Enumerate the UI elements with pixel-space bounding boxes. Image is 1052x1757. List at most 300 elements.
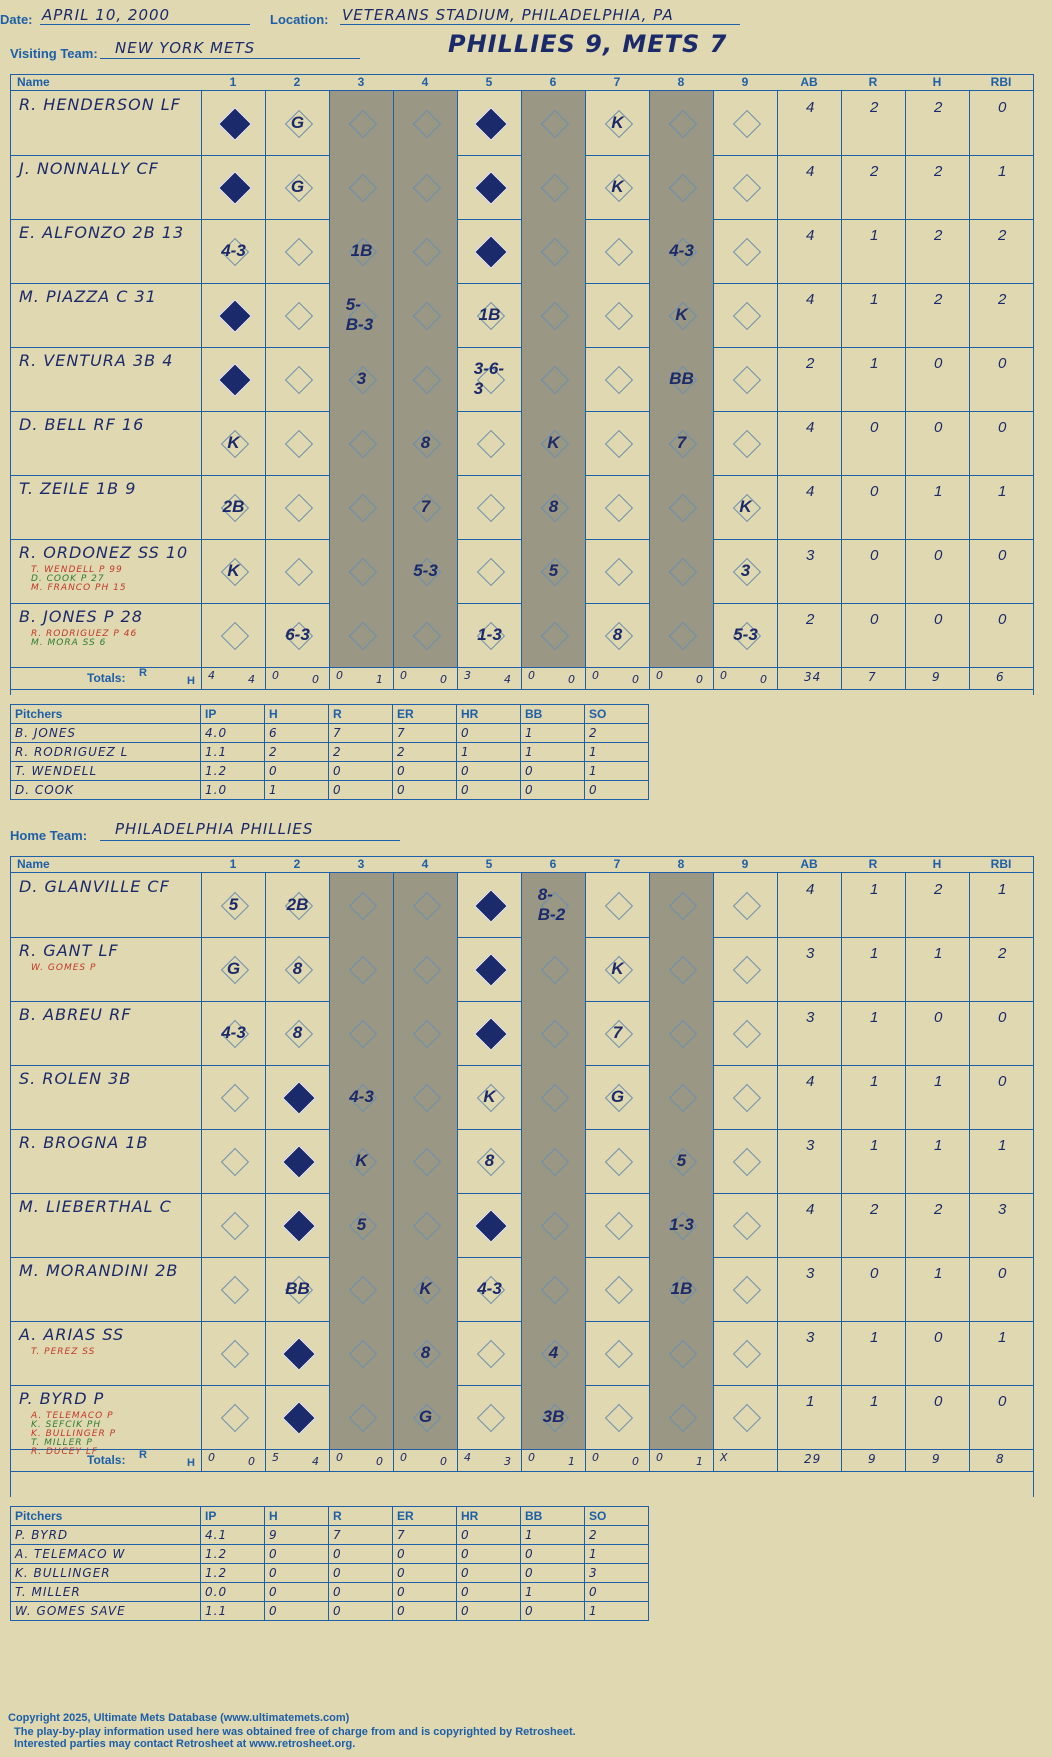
visitor-substitute-name: D. COOK P 27 [31,574,105,584]
visitor-basepath-diamond [732,110,760,138]
visitor-basepath-diamond [412,622,440,650]
visitor-pitchers-header-cell: SO [585,705,649,724]
home-play-result: 5 [356,1215,367,1234]
visitor-scorecard [10,74,1034,695]
home-pitcher-cell: 0.0 [201,1583,265,1602]
visitor-pitcher-cell: 0 [393,762,457,781]
visitor-pitcher-cell: 6 [265,724,329,743]
visitor-pitchers-header-cell: IP [201,705,265,724]
home-play-result: K [355,1151,368,1170]
visitor-at-bat-cell [521,475,585,539]
home-basepath-diamond [540,956,568,984]
home-basepath-diamond [476,1340,504,1368]
visitor-pitcher-cell: 0 [265,762,329,781]
home-at-bat-cell [649,937,713,1001]
visitor-pitchers-header-cell: BB [521,705,585,724]
home-basepath-diamond [220,1404,248,1432]
home-at-bat-cell [713,1385,777,1449]
visitor-stat-value: 2 [934,99,943,116]
visitor-at-bat-cell [649,91,713,155]
visitor-at-bat-cell [649,219,713,283]
visitor-at-bat-cell [713,283,777,347]
home-at-bat-cell [265,1001,329,1065]
home-stat-total-value: 9 [932,1452,941,1466]
visitor-inning-hits: 4 [248,673,256,686]
visitor-at-bat-cell [649,539,713,603]
visitor-inning-hits: 0 [632,673,640,686]
home-label: Home Team: [10,828,88,843]
home-stat-cell [841,1193,905,1257]
visitor-basepath-diamond [412,366,440,394]
home-stat-cell [905,1065,969,1129]
home-pitcher-cell: 0 [265,1564,329,1583]
visitor-batter-name: J. NONNALLY CF [19,159,159,178]
home-stat-cell [841,1129,905,1193]
visitor-stat-value: 1 [998,163,1007,180]
home-inning-runs: 0 [592,1451,600,1464]
home-pitcher-cell: 0 [457,1583,521,1602]
visitor-inning-header: 2 [293,75,301,89]
visitor-stat-value: 4 [806,99,815,116]
visitor-inning-total [457,667,521,689]
home-pitchers-header-cell: ER [393,1507,457,1526]
home-pitcher-cell: 0 [457,1602,521,1621]
home-stat-total [905,1449,969,1471]
visitor-at-bat-cell [649,603,713,667]
home-at-bat-cell [521,1321,585,1385]
home-inning-runs: 0 [656,1451,664,1464]
visitor-inning-hits: 0 [760,673,768,686]
home-at-bat-cell [521,1065,585,1129]
visitor-stat-value: 0 [870,419,879,436]
home-pitcher-cell: 0 [521,1602,585,1621]
visitor-stat-total-value: 34 [804,670,822,684]
visitor-pitcher-cell: 0 [329,781,393,800]
home-inning-runs: 4 [464,1451,472,1464]
home-at-bat-cell [393,1001,457,1065]
visitor-at-bat-cell [393,219,457,283]
visitor-at-bat-cell [713,411,777,475]
visitor-at-bat-cell [457,411,521,475]
visitor-stat-cell [969,475,1033,539]
visitor-stat-value: 2 [870,99,879,116]
visitor-pitcher-cell: 0 [521,762,585,781]
visitor-inning-header: 3 [357,75,365,89]
home-at-bat-cell [713,1001,777,1065]
home-pitcher-cell: 1 [521,1526,585,1545]
visitor-play-result: K [547,433,560,452]
visitor-basepath-diamond [540,110,568,138]
home-at-bat-cell [521,1129,585,1193]
home-at-bat-cell [393,1257,457,1321]
visitor-basepath-diamond [284,558,312,586]
visitor-stat-value: 0 [870,483,879,500]
visitor-inning-hits: 4 [504,673,512,686]
visitor-stat-value: 1 [870,291,879,308]
visitor-play-result: 8 [612,625,623,644]
home-at-bat-cell [649,1257,713,1321]
visitor-stat-value: 0 [998,611,1007,628]
visitor-stat-cell [905,347,969,411]
home-play-result: 2B [286,895,309,914]
home-stat-cell [969,1321,1033,1385]
home-play-result: 5 [676,1151,687,1170]
home-batter-name: S. ROLEN 3B [19,1069,132,1088]
home-play-result: 8-B-2 [537,885,566,924]
visitor-stat-value: 0 [998,355,1007,372]
home-pitcher-cell: 1 [585,1602,649,1621]
visitor-pitchers-header-cell: HR [457,705,521,724]
visitor-basepath-diamond [604,430,632,458]
visitor-pitcher-cell: 1.1 [201,743,265,762]
visitor-batter-row [11,283,1033,348]
home-stat-cell [841,1257,905,1321]
home-inning-hits: 0 [632,1455,640,1468]
visitor-pitcher-row [11,724,649,743]
home-batter-row [11,1321,1033,1386]
visitor-at-bat-cell [713,91,777,155]
home-basepath-diamond [348,1404,376,1432]
visitor-at-bat-cell [393,603,457,667]
home-pitchers-table [10,1506,649,1621]
home-basepath-diamond [540,1212,568,1240]
home-at-bat-cell [649,1001,713,1065]
visitor-at-bat-cell [713,219,777,283]
home-stat-value: 1 [934,1137,943,1154]
home-pitcher-cell: 1.1 [201,1602,265,1621]
visitor-pitcher-cell: 1 [521,724,585,743]
home-stat-cell [969,1065,1033,1129]
visitor-stat-total [841,667,905,689]
home-at-bat-cell [329,1321,393,1385]
visitor-stat-cell [841,603,905,667]
visitor-stat-value: 4 [806,483,815,500]
visitor-pitchers-header-cell: ER [393,705,457,724]
visitor-pitchers-header-row [11,705,649,724]
home-stat-value: 3 [806,1329,815,1346]
visitor-stat-cell [841,539,905,603]
home-basepath-diamond [604,892,632,920]
home-basepath-diamond [732,1276,760,1304]
visitor-stat-total-value: 6 [996,670,1005,684]
home-inning-header: 7 [613,857,621,871]
visitor-basepath-diamond [668,558,696,586]
home-at-bat-cell [329,1257,393,1321]
visitor-at-bat-cell [713,539,777,603]
visitor-stat-value: 1 [934,483,943,500]
home-play-result: 4-3 [221,1023,246,1042]
date-label: Date: [0,12,33,27]
home-basepath-diamond [604,1404,632,1432]
home-inning-total [585,1449,649,1471]
visitor-pitcher-cell: 1 [521,743,585,762]
home-at-bat-cell [201,1257,265,1321]
home-batter-name: M. MORANDINI 2B [19,1261,179,1280]
visitor-pitcher-cell: T. WENDELL [11,762,201,781]
home-stat-total-value: 8 [996,1452,1005,1466]
visitor-inning-runs: 0 [720,669,728,682]
visitor-basepath-diamond [284,366,312,394]
home-stat-cell [969,937,1033,1001]
visitor-inning-header: 7 [613,75,621,89]
visitor-inning-hits: 0 [568,673,576,686]
home-pitcher-cell: W. GOMES SAVE [11,1602,201,1621]
home-stat-value: 0 [934,1393,943,1410]
home-play-result: 8 [292,1023,303,1042]
visitor-inning-runs: 0 [400,669,408,682]
home-batter-name: R. GANT LF [19,941,119,960]
visitor-stat-value: 2 [998,291,1007,308]
home-play-result: K [483,1087,496,1106]
visitor-play-result: K [675,305,688,324]
home-scorecard [10,856,1034,1497]
home-stat-cell [777,937,841,1001]
visitor-inning-total [201,667,265,689]
home-stat-cell [777,1257,841,1321]
home-play-result: 8 [292,959,303,978]
visitor-play-result: K [611,177,624,196]
home-stat-cell [777,1385,841,1449]
home-stat-total-value: 29 [804,1452,822,1466]
visitor-stat-cell [777,283,841,347]
home-stat-cell [905,1321,969,1385]
home-basepath-diamond [220,1148,248,1176]
visitor-inning-total [521,667,585,689]
home-batter-row [11,1257,1033,1322]
visitor-inning-hits: 0 [440,673,448,686]
visitor-at-bat-cell [521,411,585,475]
visitor-at-bat-cell [329,91,393,155]
home-basepath-diamond [668,1404,696,1432]
home-at-bat-cell [329,1065,393,1129]
visitor-stat-cell [841,411,905,475]
visitor-play-result: 3 [356,369,367,388]
home-inning-runs: 5 [272,1451,280,1464]
footer-copyright: Copyright 2025, Ultimate Mets Database (www.ultimatemets.com) [8,1712,350,1724]
home-totals-h-label: H [187,1457,195,1469]
home-stat-value: 0 [934,1329,943,1346]
visitor-stat-value: 1 [998,483,1007,500]
visitor-run-scored-diamond [218,171,252,205]
visitor-at-bat-cell [329,155,393,219]
visitor-pitcher-row [11,762,649,781]
visitor-basepath-diamond [348,430,376,458]
visitor-inning-runs: 0 [336,669,344,682]
home-stat-value: 0 [998,1073,1007,1090]
home-play-result: 3B [542,1407,565,1426]
home-at-bat-cell [521,1193,585,1257]
visitor-stat-total [777,667,841,689]
home-at-bat-cell [585,1001,649,1065]
home-stat-value: 3 [806,945,815,962]
home-stat-value: 4 [806,881,815,898]
visitor-basepath-diamond [412,110,440,138]
home-basepath-diamond [732,1340,760,1368]
home-stat-value: 1 [870,945,879,962]
home-run-scored-diamond [282,1337,316,1371]
visitor-at-bat-cell [521,155,585,219]
home-basepath-diamond [732,1404,760,1432]
visitor-at-bat-cell [393,475,457,539]
visitor-at-bat-cell [265,219,329,283]
visitor-at-bat-cell [201,539,265,603]
home-stat-value: 0 [998,1265,1007,1282]
home-pitchers-header-cell: Pitchers [11,1507,201,1526]
final-score: PHILLIES 9, METS 7 [448,30,728,58]
home-inning-hits: 0 [376,1455,384,1468]
visitor-basepath-diamond [284,494,312,522]
visitor-at-bat-cell [713,603,777,667]
home-pitcher-cell: T. MILLER [11,1583,201,1602]
visitor-batter-row [11,539,1033,604]
visitor-pitcher-cell: 0 [457,724,521,743]
home-pitcher-row [11,1564,649,1583]
home-run-scored-diamond [474,889,508,923]
visitor-batter-name: R. ORDONEZ SS 10 [19,543,189,562]
home-pitcher-cell: 0 [329,1564,393,1583]
visitor-pitcher-cell: 1 [265,781,329,800]
home-at-bat-cell [457,1065,521,1129]
visitor-at-bat-cell [521,603,585,667]
home-stat-value: 0 [934,1009,943,1026]
visitor-at-bat-cell [393,283,457,347]
home-stat-cell [905,1001,969,1065]
visitor-batter-row [11,91,1033,156]
home-pitcher-cell: 9 [265,1526,329,1545]
visitor-inning-header: 6 [549,75,557,89]
home-at-bat-cell [201,1129,265,1193]
visitor-at-bat-cell [393,91,457,155]
visitor-stat-cell [777,155,841,219]
visitor-stat-value: 4 [806,163,815,180]
visitor-at-bat-cell [201,91,265,155]
home-stat-cell [777,1321,841,1385]
home-stat-value: 1 [870,881,879,898]
visitor-at-bat-cell [521,283,585,347]
visitor-pitcher-cell: 0 [585,781,649,800]
home-batter-row [11,1385,1033,1457]
home-basepath-diamond [668,1084,696,1112]
home-substitute-name: T. PEREZ SS [31,1347,96,1357]
visitor-pitcher-cell: 4.0 [201,724,265,743]
home-at-bat-cell [265,1065,329,1129]
home-at-bat-cell [265,1385,329,1449]
home-pitcher-cell: P. BYRD [11,1526,201,1545]
home-inning-runs: 0 [336,1451,344,1464]
home-at-bat-cell [713,1257,777,1321]
home-at-bat-cell [393,873,457,937]
visitor-batter-name: R. HENDERSON LF [19,95,181,114]
visitor-inning-header: 5 [485,75,493,89]
visitor-inning-total [649,667,713,689]
home-at-bat-cell [201,937,265,1001]
visitor-play-result: 8 [548,497,559,516]
home-play-result: 4-3 [477,1279,502,1298]
home-at-bat-cell [265,937,329,1001]
home-at-bat-cell [713,1065,777,1129]
visitor-basepath-diamond [284,238,312,266]
home-at-bat-cell [649,1065,713,1129]
visitor-stat-header: RBI [990,75,1012,89]
home-inning-hits: 3 [504,1455,512,1468]
home-batter-name: D. GLANVILLE CF [19,877,170,896]
home-at-bat-cell [457,1321,521,1385]
visitor-inning-total [585,667,649,689]
home-inning-hits: 0 [248,1455,256,1468]
visitor-at-bat-cell [649,155,713,219]
visitor-inning-header: 9 [741,75,749,89]
visitor-basepath-diamond [540,174,568,202]
visitor-stat-value: 2 [934,163,943,180]
visitor-stat-value: 0 [998,99,1007,116]
visitor-play-result: 1-3 [477,625,502,644]
visitor-at-bat-cell [457,347,521,411]
visitor-at-bat-cell [457,603,521,667]
visitor-stat-value: 2 [998,227,1007,244]
visitor-pitcher-cell: 0 [329,762,393,781]
home-at-bat-cell [201,1065,265,1129]
visitor-play-result: K [611,113,624,132]
home-at-bat-cell [585,1065,649,1129]
home-basepath-diamond [348,1020,376,1048]
home-value: PHILADELPHIA PHILLIES [115,820,314,838]
visitor-name-header: Name [17,75,50,89]
home-stat-cell [777,1001,841,1065]
home-inning-header: 3 [357,857,365,871]
home-basepath-diamond [220,1276,248,1304]
visitor-at-bat-cell [265,603,329,667]
home-basepath-diamond [732,1148,760,1176]
visitor-substitute-name: T. WENDELL P 99 [31,565,123,575]
home-stat-value: 3 [998,1201,1007,1218]
visitor-inning-total [393,667,457,689]
home-at-bat-cell [393,1321,457,1385]
visitor-stat-cell [777,539,841,603]
home-pitcher-cell: 7 [329,1526,393,1545]
home-at-bat-cell [585,1129,649,1193]
home-at-bat-cell [329,1385,393,1449]
home-stat-value: 3 [806,1009,815,1026]
visitor-play-result: 2B [222,497,245,516]
home-stat-total [841,1449,905,1471]
visitor-stat-cell [841,91,905,155]
visitor-inning-runs: 3 [464,669,472,682]
visitor-run-scored-diamond [218,363,252,397]
visitor-stat-cell [905,475,969,539]
home-stat-total-value: 9 [868,1452,877,1466]
home-pitcher-cell: A. TELEMACO W [11,1545,201,1564]
home-stat-cell [841,937,905,1001]
visitor-at-bat-cell [265,539,329,603]
visitor-stat-value: 0 [934,355,943,372]
home-stat-cell [969,1193,1033,1257]
visitor-at-bat-cell [329,411,393,475]
home-basepath-diamond [732,1212,760,1240]
home-at-bat-cell [265,1321,329,1385]
home-at-bat-cell [649,1385,713,1449]
home-at-bat-cell [201,1385,265,1449]
home-pitcher-cell: 0 [393,1545,457,1564]
home-inning-total [201,1449,265,1471]
visitor-pitcher-cell: 2 [265,743,329,762]
home-basepath-diamond [668,1020,696,1048]
visitor-inning-total [713,667,777,689]
home-stat-cell [969,873,1033,937]
home-totals-label: Totals: [87,1453,126,1467]
home-stat-value: 4 [806,1073,815,1090]
visitor-play-result: 5-3 [733,625,758,644]
visitor-stat-value: 2 [806,611,815,628]
